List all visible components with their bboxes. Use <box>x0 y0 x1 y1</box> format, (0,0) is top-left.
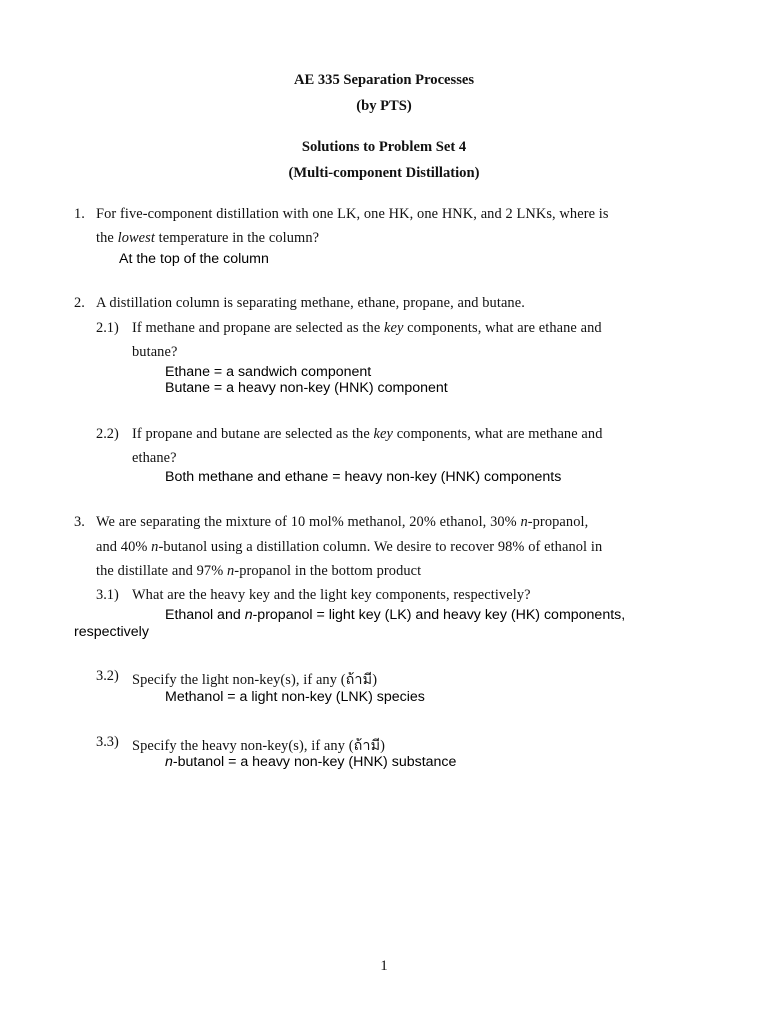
q3-line2-a: and 40% <box>96 539 152 555</box>
q3-line1-b: -propanol, <box>527 514 589 530</box>
q3-2-number: 3.2) <box>96 668 119 684</box>
q3-line3-b: -propanol in the bottom product <box>234 563 422 579</box>
q3-line3-a: the distillate and 97% <box>96 563 227 579</box>
document-topic: (Multi-component Distillation) <box>288 165 480 181</box>
q2-number: 2. <box>74 295 85 311</box>
q3-2-answer: Methanol = a light non-key (LNK) species <box>165 689 425 705</box>
q2-1-line1-pre: If methane and propane are selected as the <box>132 320 385 336</box>
q3-number: 3. <box>74 514 85 530</box>
q2-2-line1-post: components, what are methane and <box>393 426 603 442</box>
q3-line2-emphasis: n <box>151 539 159 555</box>
q1-text-line2 <box>96 230 319 247</box>
q2-2-text-line2: ethane? <box>132 450 177 466</box>
q2-2-number: 2.2) <box>96 426 119 442</box>
q3-1-text-line1: What are the heavy key and the light key components, respectively? <box>132 587 531 603</box>
q3-text-line3 <box>96 563 421 580</box>
q2-1-number: 2.1) <box>96 320 119 336</box>
q3-line2-b: -butanol using a distillation column. We desire to recover 98% of ethanol in <box>158 539 603 555</box>
q3-line1-emphasis: n <box>520 514 528 530</box>
q3-3-number: 3.3) <box>96 734 119 750</box>
q3-3-text-line1: Specify the heavy non-key(s), if any (ถ้ามี) <box>132 738 386 754</box>
q1-number: 1. <box>74 206 85 222</box>
q3-line1-a: We are separating the mixture of 10 mol% methanol, 20% ethanol, 30% <box>96 514 521 530</box>
q3-1-answer <box>165 607 625 623</box>
q1-line2-pre: the <box>96 230 118 246</box>
q2-1-answer-1: Ethane = a sandwich component <box>165 364 372 380</box>
q3-text-line2 <box>96 539 602 556</box>
page-number: 1 <box>380 958 388 974</box>
q2-1-line1-emphasis: key <box>384 320 404 336</box>
q1-line2-emphasis: lowest <box>117 230 155 246</box>
q3-3-answer <box>165 754 456 770</box>
q3-2-text-line1: Specify the light non-key(s), if any (ถ้ามี) <box>132 672 378 688</box>
q3-1-answer-line2: respectively <box>74 624 149 640</box>
q2-2-line1-pre: If propane and butane are selected as the <box>132 426 374 442</box>
q2-1-answer-2: Butane = a heavy non-key (HNK) component <box>165 380 448 396</box>
document-subtitle: Solutions to Problem Set 4 <box>301 139 467 155</box>
q3-1-answer-pre: Ethanol and <box>165 607 245 623</box>
q3-1-answer-emphasis: n <box>244 607 253 623</box>
q2-2-text-line1 <box>132 426 603 443</box>
q3-1-number: 3.1) <box>96 587 119 603</box>
q2-1-text-line2: butane? <box>132 344 178 360</box>
author-line: (by PTS) <box>356 98 412 114</box>
q2-2-answer: Both methane and ethane = heavy non-key (HNK) components <box>165 469 562 485</box>
q2-1-text-line1 <box>132 320 602 337</box>
q3-3-answer-post: -butanol = a heavy non-key (HNK) substance <box>172 754 457 770</box>
q3-1-answer-post: -propanol = light key (LK) and heavy key (HK) components, <box>252 607 626 623</box>
q2-text-line1: A distillation column is separating methane, ethane, propane, and butane. <box>96 295 525 311</box>
q1-answer: At the top of the column <box>119 251 269 267</box>
q2-2-line1-emphasis: key <box>373 426 393 442</box>
q1-text-line1: For five-component distillation with one LK, one HK, one HNK, and 2 LNKs, where is <box>96 206 609 222</box>
q3-line3-emphasis: n <box>227 563 235 579</box>
q3-3-answer-emphasis: n <box>165 754 173 770</box>
course-title: AE 335 Separation Processes <box>293 72 475 88</box>
q1-line2-post: temperature in the column? <box>154 230 320 246</box>
q3-text-line1 <box>96 514 588 531</box>
q2-1-line1-post: components, what are ethane and <box>403 320 602 336</box>
